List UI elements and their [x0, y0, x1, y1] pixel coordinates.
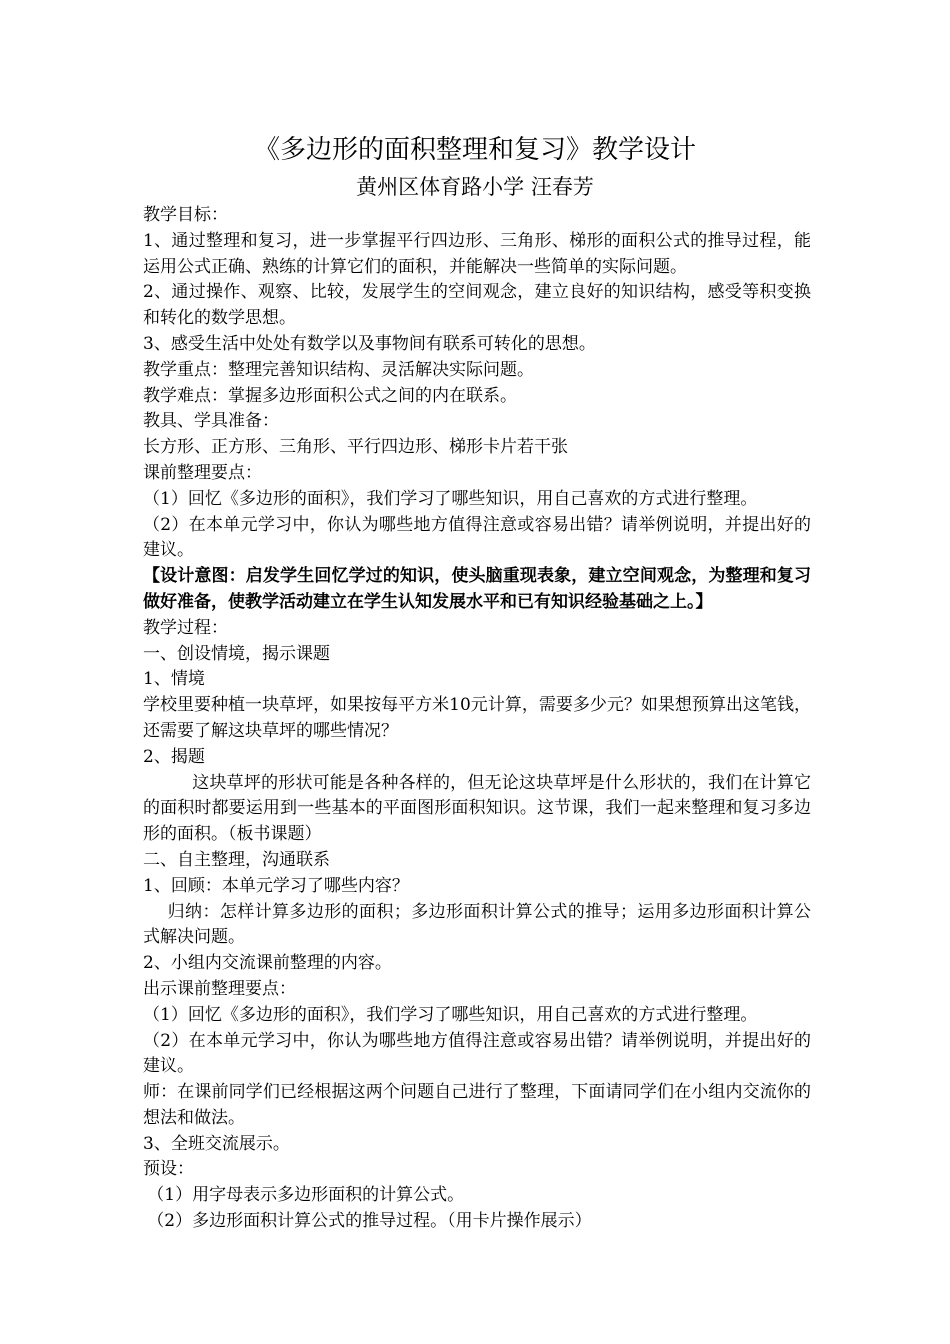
paragraph: （1）用字母表示多边形面积的计算公式。 — [147, 1185, 465, 1206]
paragraph: 3、感受生活中处处有数学以及事物间有联系可转化的思想。 — [143, 333, 596, 354]
author-line: 黄州区体育路小学 汪春芳 — [356, 175, 594, 199]
paragraph: 师：在课前同学们已经根据这两个问题自己进行了整理，下面请同学们在小组内交流你的想法和做法。 — [143, 1082, 811, 1128]
section-heading: 一、创设情境，揭示课题 — [143, 643, 330, 664]
document-title: 《多边形的面积整理和复习》教学设计 — [253, 135, 696, 165]
paragraph: 2、小组内交流课前整理的内容。 — [143, 953, 392, 974]
paragraph: 2、揭题 — [143, 746, 205, 767]
paragraph: 教学重点：整理完善知识结构、灵活解决实际问题。 — [143, 359, 534, 380]
paragraph: 这块草坪的形状可能是各种各样的，但无论这块草坪是什么形状的，我们在计算它的面积时都要运用到一些基本的平面图形面积知识。这节课，我们一起来整理和复习多边形的面积。（板书课题） — [143, 772, 811, 845]
paragraph: 出示课前整理要点： — [143, 978, 296, 999]
paragraph: （2）在本单元学习中，你认为哪些地方值得注意或容易出错？请举例说明，并提出好的建议。 — [143, 1030, 811, 1077]
paragraph: 1、情境 — [143, 669, 205, 690]
paragraph: 长方形、正方形、三角形、平行四边形、梯形卡片若干张 — [143, 437, 568, 458]
paragraph: （1）回忆《多边形的面积》，我们学习了哪些知识，用自己喜欢的方式进行整理。 — [143, 1004, 758, 1025]
section-heading: 二、自主整理，沟通联系 — [143, 849, 330, 870]
paragraph: 1、回顾：本单元学习了哪些内容？ — [143, 875, 409, 896]
paragraph: 教学过程： — [143, 617, 228, 638]
paragraph: 3、全班交流展示。 — [143, 1133, 290, 1154]
paragraph: 归纳：怎样计算多边形的面积；多边形面积计算公式的推导；运用多边形面积计算公式解决问题。 — [143, 901, 811, 948]
paragraph: （1）回忆《多边形的面积》，我们学习了哪些知识，用自己喜欢的方式进行整理。 — [143, 488, 758, 509]
paragraph: 教学难点：掌握多边形面积公式之间的内在联系。 — [143, 385, 517, 406]
paragraph: 2、通过操作、观察、比较，发展学生的空间观念，建立良好的知识结构，感受等积变换和转化的数学思想。 — [143, 282, 811, 329]
paragraph: （2）多边形面积计算公式的推导过程。（用卡片操作展示） — [147, 1211, 592, 1232]
paragraph: 课前整理要点： — [143, 462, 262, 483]
document-body — [143, 203, 811, 1235]
design-intent-note: 【设计意图：启发学生回忆学过的知识，使头脑重现表象，建立空间观念，为整理和复习做好准备，使教学活动建立在学生认知发展水平和已有知识经验基础之上。】 — [143, 566, 811, 612]
paragraph: 预设： — [143, 1159, 194, 1180]
paragraph: （2）在本单元学习中，你认为哪些地方值得注意或容易出错？请举例说明，并提出好的建议。 — [143, 514, 811, 561]
paragraph: 1、通过整理和复习，进一步掌握平行四边形、三角形、梯形的面积公式的推导过程，能运用公式正确、熟练的计算它们的面积，并能解决一些简单的实际问题。 — [143, 230, 811, 277]
paragraph: 教具、学具准备： — [143, 411, 279, 432]
paragraph: 教学目标： — [143, 205, 228, 225]
paragraph: 学校里要种植一块草坪，如果按每平方米10元计算，需要多少元？如果想预算出这笔钱，还需要了解这块草坪的哪些情况？ — [143, 695, 811, 741]
